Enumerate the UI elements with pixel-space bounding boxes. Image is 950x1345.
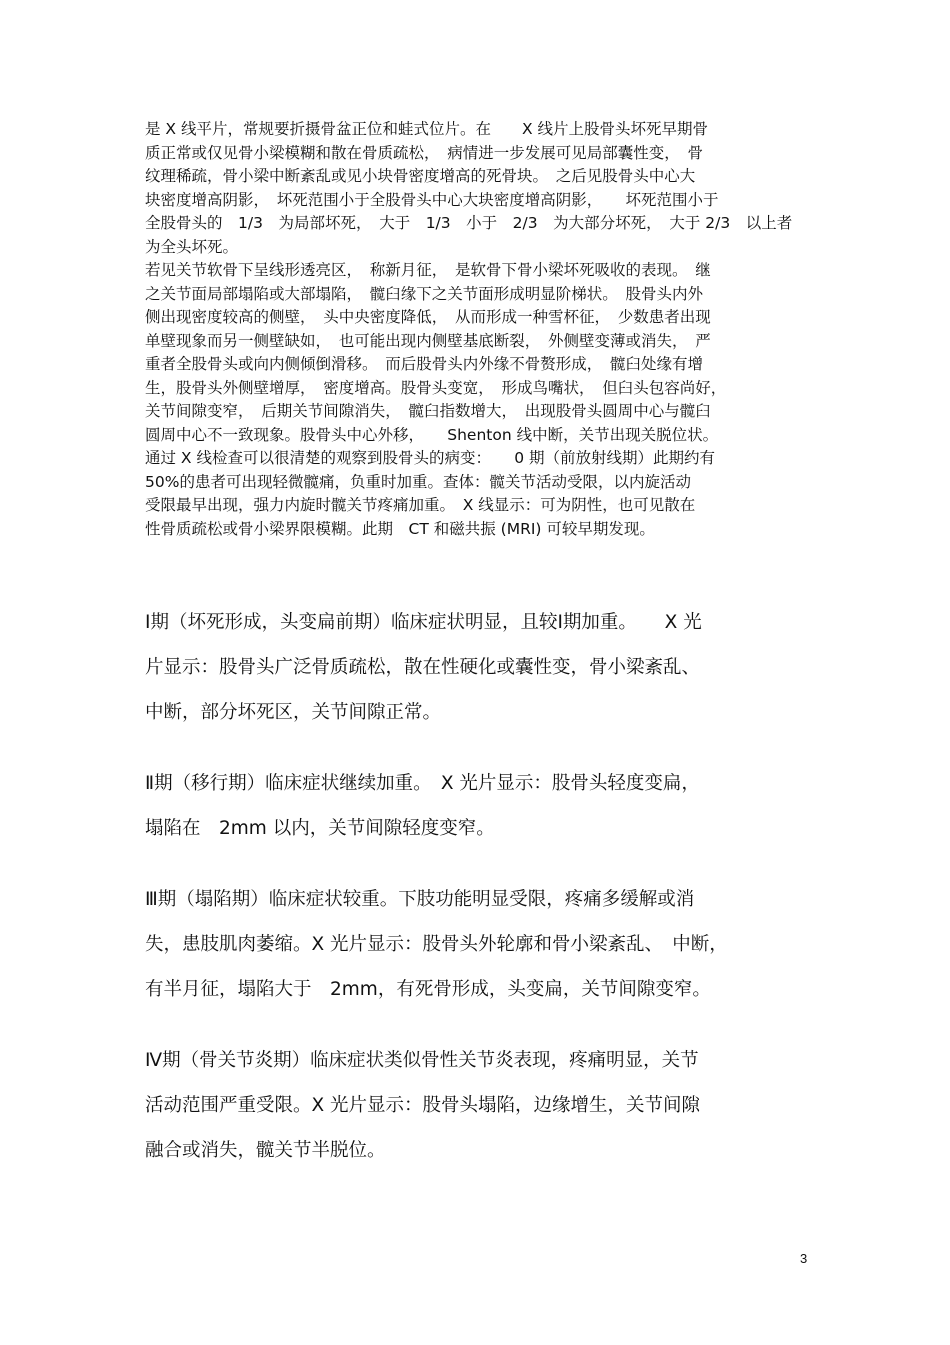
text-line: 全股骨头的 1/3 为局部坏死， 大于 1/3 小于 2/3 为大部分坏死， 大于 2/3 以上者: [145, 214, 793, 232]
stage-1-paragraph: [145, 600, 825, 735]
text-line: 若见关节软骨下呈线形透亮区， 称新月征， 是软骨下骨小梁坏死吸收的表现。 继: [145, 261, 711, 279]
text-line: 侧出现密度较高的侧壁， 头中央密度降低， 从而形成一种雪杯征， 少数患者出现: [145, 308, 711, 326]
text-line: 塌陷在 2mm 以内，关节间隙轻度变窄。: [145, 818, 495, 839]
text-line: 纹理稀疏，骨小梁中断紊乱或见小块骨密度增高的死骨块。 之后见股骨头中心大: [145, 167, 696, 185]
text-line: 融合或消失，髋关节半脱位。: [145, 1140, 386, 1161]
text-line: Ⅳ期（骨关节炎期）临床症状类似骨性关节炎表现，疼痛明显，关节: [145, 1050, 699, 1071]
stage-list: [145, 600, 825, 1199]
stage-3-paragraph: [145, 877, 825, 1012]
text-line: 是 X 线平片，常规要折摄骨盆正位和蛙式位片。在 X 线片上股骨头坏死早期骨: [145, 120, 709, 138]
text-line: 质正常或仅见骨小梁模糊和散在骨质疏松， 病情进一步发展可见局部囊性变， 骨: [145, 143, 704, 162]
stage-2-paragraph: [145, 761, 825, 851]
text-line: Ⅲ期（塌陷期）临床症状较重。下肢功能明显受限，疼痛多缓解或消: [145, 889, 695, 910]
text-line: 活动范围严重受限。X 光片显示：股骨头塌陷，边缘增生，关节间隙: [145, 1095, 701, 1116]
text-line: 圆周中心不一致现象。股骨头中心外移， Shenton 线中断，关节出现关脱位状。: [145, 425, 719, 444]
text-line: 单壁现象而另一侧壁缺如， 也可能出现内侧壁基底断裂， 外侧壁变薄或消失， 严: [145, 331, 711, 350]
text-line: 为全头坏死。: [145, 237, 239, 256]
text-line: Ⅰ期（坏死形成，头变扁前期）临床症状明显，且较Ⅰ期加重。 X 光: [145, 612, 702, 633]
text-line: 通过 X 线检查可以很清楚的观察到股骨头的病变： 0 期（前放射线期）此期约有: [145, 449, 716, 467]
text-line: 重者全股骨头或向内侧倾倒滑移。 而后股骨头内外缘不骨赘形成， 髋臼处缘有增: [145, 355, 704, 373]
text-line: 受限最早出现，强力内旋时髋关节疼痛加重。 X 线显示：可为阴性，也可见散在: [145, 496, 696, 514]
text-line: 失，患肢肌肉萎缩。X 光片显示：股骨头外轮廓和骨小梁紊乱、 中断，: [145, 934, 728, 955]
text-line: 片显示：股骨头广泛骨质疏松，散在性硬化或囊性变，骨小梁紊乱、: [145, 657, 701, 678]
body-text-dense: [145, 118, 820, 541]
text-line: 生，股骨头外侧壁增厚， 密度增高。股骨头变宽， 形成鸟嘴状， 但臼头包容尚好，: [145, 378, 727, 397]
text-line: 块密度增高阴影， 坏死范围小于全股骨头中心大块密度增高阴影， 坏死范围小于: [145, 190, 719, 209]
text-line: 之关节面局部塌陷或大部塌陷， 髋臼缘下之关节面形成明显阶梯状。 股骨头内外: [145, 284, 704, 303]
stage-4-paragraph: [145, 1038, 825, 1173]
text-line: 有半月征，塌陷大于 2mm，有死骨形成，头变扁，关节间隙变窄。: [145, 979, 711, 1000]
text-line: 50%的患者可出现轻微髋痛，负重时加重。查体：髋关节活动受限，以内旋活动: [145, 472, 691, 491]
text-line: Ⅱ期（移行期）临床症状继续加重。 X 光片显示：股骨头轻度变扁，: [145, 773, 700, 794]
page-number: 3: [800, 1251, 808, 1266]
text-line: 性骨质疏松或骨小梁界限模糊。此期 CT 和磁共振 (MRI) 可较早期发现。: [145, 519, 655, 538]
text-line: 关节间隙变窄， 后期关节间隙消失， 髋臼指数增大， 出现股骨头圆周中心与髋臼: [145, 402, 711, 420]
text-line: 中断，部分坏死区，关节间隙正常。: [145, 702, 442, 723]
